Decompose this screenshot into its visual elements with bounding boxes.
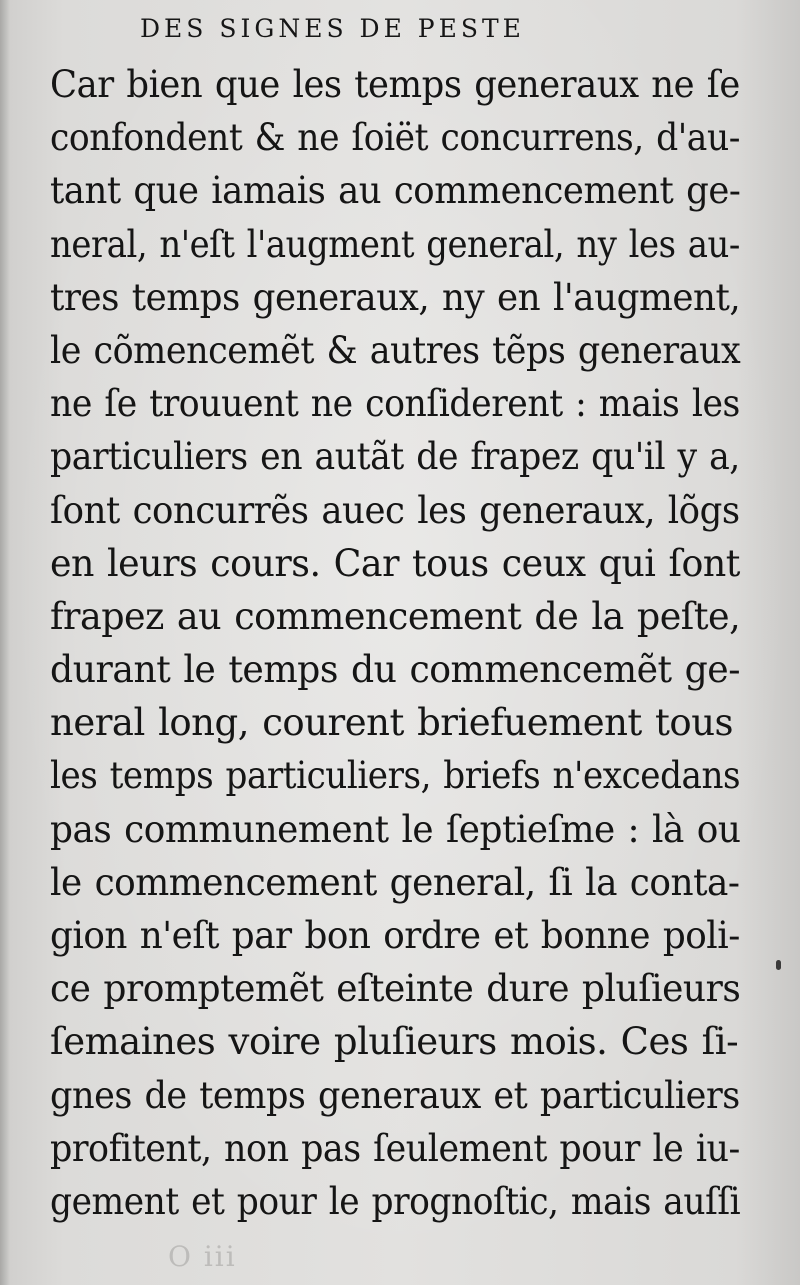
text-line: tant que iamais au commencement ge- [50, 169, 741, 213]
text-line: gion n'eſt par bon ordre et bonne poli- [50, 914, 740, 957]
text-line: pas communement le ſeptieſme : là ou [50, 807, 741, 851]
page-edge-shadow [0, 0, 10, 1285]
text-line: gement et pour le prognoſtic, mais auſſi [50, 1179, 741, 1223]
ink-speck [776, 960, 781, 970]
text-line: gnes de temps generaux et particuliers [50, 1073, 740, 1117]
text-line: neral, n'eſt l'augment general, ny les au- [50, 222, 740, 266]
text-line: profitent, non pas ſeulement pour le iu- [50, 1126, 740, 1170]
text-line: ſemaines voire pluſieurs mois. Ces ſi- [50, 1020, 739, 1064]
text-line: frapez au commencement de la peſte, [50, 594, 741, 638]
body-text [50, 58, 740, 1228]
running-head: DES SIGNES DE PESTE [140, 14, 525, 43]
signature-mark: O iii [168, 1240, 237, 1273]
text-line: particuliers en autãt de frapez qu'il y a, [50, 435, 740, 479]
text-line: le cõmencemẽt & autres tẽps generaux [50, 328, 741, 372]
text-line: tres temps generaux, ny en l'augment, [50, 275, 741, 319]
text-line: ſont concurrẽs auec les generaux, lõgs [50, 488, 740, 532]
text-line: en leurs cours. Car tous ceux qui ſont [50, 541, 740, 585]
text-line: confondent & ne ſoiët concurrens, d'au- [50, 116, 740, 160]
text-line: Car bien que les temps generaux ne ſe [50, 63, 740, 106]
text-line: les temps particuliers, briefs n'excedans [50, 754, 741, 798]
text-line: ne ſe trouuent ne conſiderent : mais les [50, 382, 740, 426]
text-line: ce promptemẽt eſteinte dure pluſieurs [50, 967, 741, 1011]
text-line: durant le temps du commencemẽt ge- [50, 648, 740, 692]
text-line: neral long, courent briefuement tous [50, 701, 734, 745]
text-line: le commencement general, ſi la conta- [50, 860, 740, 904]
